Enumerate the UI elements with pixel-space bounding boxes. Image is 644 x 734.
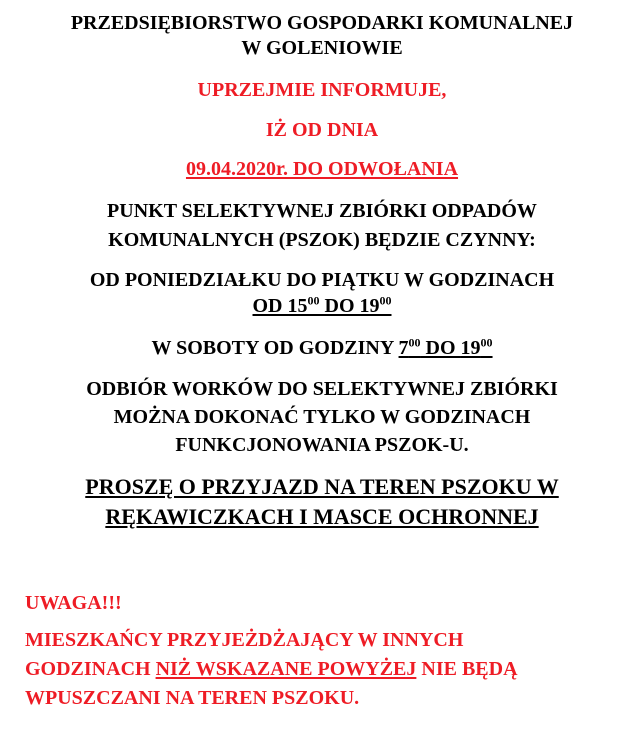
weekday-from-hour: 15: [287, 295, 308, 317]
warning-line-2-c: NIE BĘDĄ: [416, 658, 518, 680]
pszok-line-2: KOMUNALNYCH (PSZOK) BĘDZIE CZYNNY:: [108, 229, 536, 251]
announce-date: 09.04.2020r. DO ODWOŁANIA: [185, 158, 459, 180]
saturday-hours-underlined: [399, 337, 493, 359]
weekday-to-prefix: DO: [319, 295, 360, 317]
saturday-to-hour: 19: [460, 337, 481, 359]
announce-line-1: UPRZEJMIE INFORMUJE,: [197, 79, 447, 101]
weekday-to-hour: 19: [359, 295, 380, 317]
saturday-prefix: W SOBOTY OD GODZINY: [151, 337, 399, 359]
saturday-to-min: 00: [480, 335, 493, 350]
request-line-1: PROSZĘ O PRZYJAZD NA TEREN PSZOKU W: [85, 474, 559, 499]
header-line-1: PRZEDSIĘBIORSTWO GOSPODARKI KOMUNALNEJ: [70, 12, 574, 34]
saturday-from-min: 00: [408, 335, 421, 350]
saturday-hours: [0, 336, 644, 360]
warning-line-1: MIESZKAŃCY PRZYJEŻDŻAJĄCY W INNYCH: [25, 629, 464, 651]
warning-line-2-underlined: NIŻ WSKAZANE POWYŻEJ: [155, 658, 417, 680]
bags-line-1: ODBIÓR WORKÓW DO SELEKTYWNEJ ZBIÓRKI: [86, 378, 558, 400]
request-line-2: RĘKAWICZKACH I MASCE OCHRONNEJ: [105, 504, 539, 529]
warning-line-2-a: GODZINACH: [25, 658, 156, 680]
bags-line-3: FUNKCJONOWANIA PSZOK-U.: [175, 434, 469, 456]
warning-title: UWAGA!!!: [25, 592, 122, 614]
weekday-hours-underlined: [253, 295, 392, 317]
request-line-1-wrapper: [0, 475, 644, 499]
weekday-from-prefix: OD: [252, 295, 288, 317]
weekday-line-1: OD PONIEDZIAŁKU DO PIĄTKU W GODZINACH: [89, 269, 555, 291]
header-line-2: W GOLENIOWIE: [241, 37, 403, 59]
weekday-hours: [0, 294, 644, 318]
request-line-2-wrapper: [0, 505, 644, 529]
warning-line-3: WPUSZCZANI NA TEREN PSZOKU.: [25, 687, 360, 709]
weekday-from-min: 00: [307, 293, 320, 308]
saturday-to-prefix: DO: [420, 337, 461, 359]
bags-line-2: MOŻNA DOKONAĆ TYLKO W GODZINACH: [113, 406, 531, 428]
saturday-from-hour: 7: [398, 337, 409, 359]
announce-line-2: IŻ OD DNIA: [265, 119, 379, 141]
warning-line-2: [25, 657, 635, 681]
pszok-line-1: PUNKT SELEKTYWNEJ ZBIÓRKI ODPADÓW: [107, 200, 537, 222]
announce-line-3-wrapper: [0, 157, 644, 181]
weekday-to-min: 00: [379, 293, 392, 308]
